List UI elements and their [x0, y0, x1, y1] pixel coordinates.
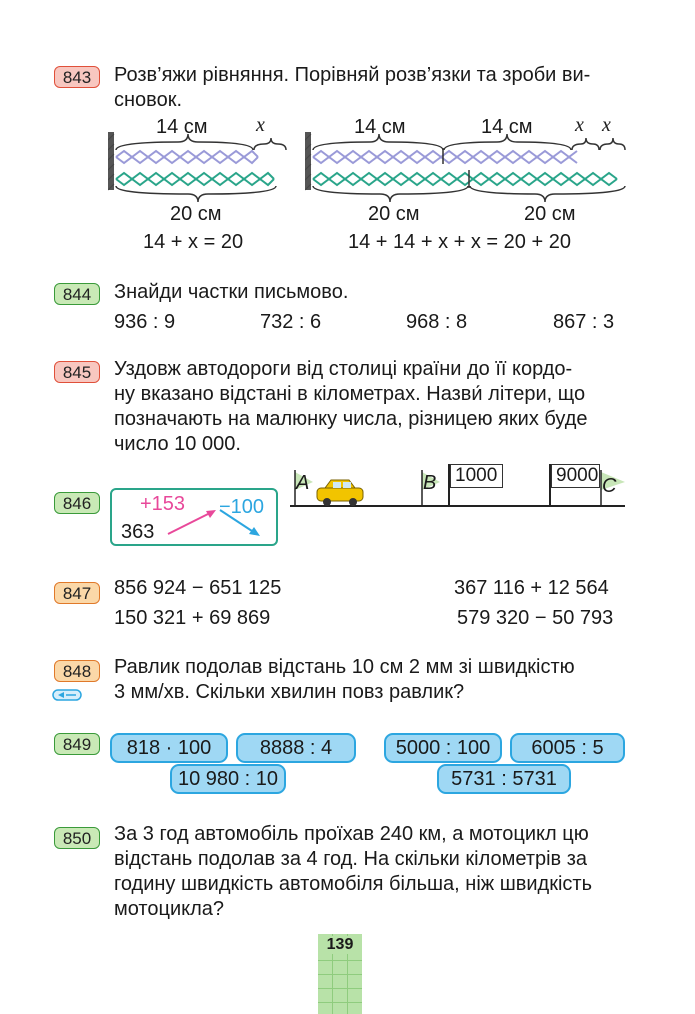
exercise-846-op1: +153: [140, 493, 186, 515]
exercise-843-text-line1: Розв’яжи рівняння. Порівняй розв’язки та зроби ви-: [114, 64, 591, 86]
left-top-label-x: x: [256, 114, 265, 136]
right-top-label-x2: x: [602, 114, 611, 136]
right-equation: 14 + 14 + x + x = 20 + 20: [348, 231, 571, 253]
exercise-850-line2: відстань подолав за 4 год. На скільки кілометрів за: [114, 848, 588, 870]
exercise-847-item-3: 150 321 + 69 869: [114, 607, 271, 629]
car-icon: [317, 480, 363, 506]
exercise-number-846: 846: [54, 492, 100, 514]
page-number: 139: [318, 936, 362, 954]
exercise-843-text-line2: сновок.: [114, 89, 182, 111]
sign-label-b: B: [423, 472, 437, 494]
exercise-number-848: 848: [54, 660, 100, 682]
left-top-label-14: 14 см: [156, 116, 208, 138]
exercise-848-line2: 3 мм/хв. Скільки хвилин повз равлик?: [114, 681, 465, 703]
left-equation: 14 + x = 20: [143, 231, 244, 253]
exercise-847-item-4: 579 320 − 50 793: [457, 607, 614, 629]
exercise-849-pill-1: 818 · 100: [110, 733, 228, 763]
left-bottom-label-20: 20 см: [170, 203, 222, 225]
right-bottom-label-20a: 20 см: [368, 203, 420, 225]
exercise-number-844: 844: [54, 283, 100, 305]
sign-label-c: C: [602, 475, 617, 497]
right-top-label-14b: 14 см: [481, 116, 533, 138]
exercise-846-start: 363: [121, 521, 155, 543]
right-bottom-label-20b: 20 см: [524, 203, 576, 225]
exercise-847-item-2: 367 116 + 12 564: [454, 577, 609, 599]
exercise-850-line3: годину швидкість автомобіля більша, ніж швидкість: [114, 873, 592, 895]
right-top-label-14a: 14 см: [354, 116, 406, 138]
distance-box-1000: 1000: [450, 464, 503, 488]
exercise-845-line4: число 10 000.: [114, 433, 241, 455]
exercise-845-line2: ну вказано відстані в кілометрах. Назви́ літери, що: [114, 383, 586, 405]
exercise-number-845: 845: [54, 361, 100, 383]
right-top-label-x1: x: [575, 114, 584, 136]
exercise-number-849: 849: [54, 733, 100, 755]
exercise-844-text: Знайди частки письмово.: [114, 281, 349, 303]
exercise-845-line3: позначають на малюнку числа, різницею яких буде: [114, 408, 588, 430]
distance-box-9000: 9000: [551, 464, 600, 488]
pencil-icon: [52, 688, 82, 702]
exercise-846-arrows: [160, 500, 270, 545]
exercise-848-line1: Равлик подолав відстань 10 см 2 мм зі швидкістю: [114, 656, 575, 678]
exercise-845-line1: Уздовж автодороги від столиці країни до її кордо-: [114, 358, 573, 380]
exercise-844-item-3: 968 : 8: [406, 311, 468, 333]
exercise-849-pill-4: 5000 : 100: [384, 733, 502, 763]
exercise-844-item-4: 867 : 3: [553, 311, 615, 333]
page-number-tab: [318, 934, 362, 1014]
exercise-849-pill-5: 6005 : 5: [510, 733, 625, 763]
exercise-849-pill-6: 5731 : 5731: [437, 764, 571, 794]
exercise-849-pill-2: 8888 : 4: [236, 733, 356, 763]
exercise-number-847: 847: [54, 582, 100, 604]
sign-label-a: A: [296, 472, 310, 494]
exercise-846-op2: −100: [219, 496, 265, 518]
exercise-number-850: 850: [54, 827, 100, 849]
exercise-850-line4: мотоцикла?: [114, 898, 225, 920]
exercise-847-item-1: 856 924 − 651 125: [114, 577, 282, 599]
exercise-844-item-2: 732 : 6: [260, 311, 322, 333]
exercise-849-pill-3: 10 980 : 10: [170, 764, 286, 794]
exercise-844-item-1: 936 : 9: [114, 311, 176, 333]
exercise-number-843: 843: [54, 66, 100, 88]
exercise-850-line1: За 3 год автомобіль проїхав 240 км, а мотоцикл цю: [114, 823, 589, 845]
